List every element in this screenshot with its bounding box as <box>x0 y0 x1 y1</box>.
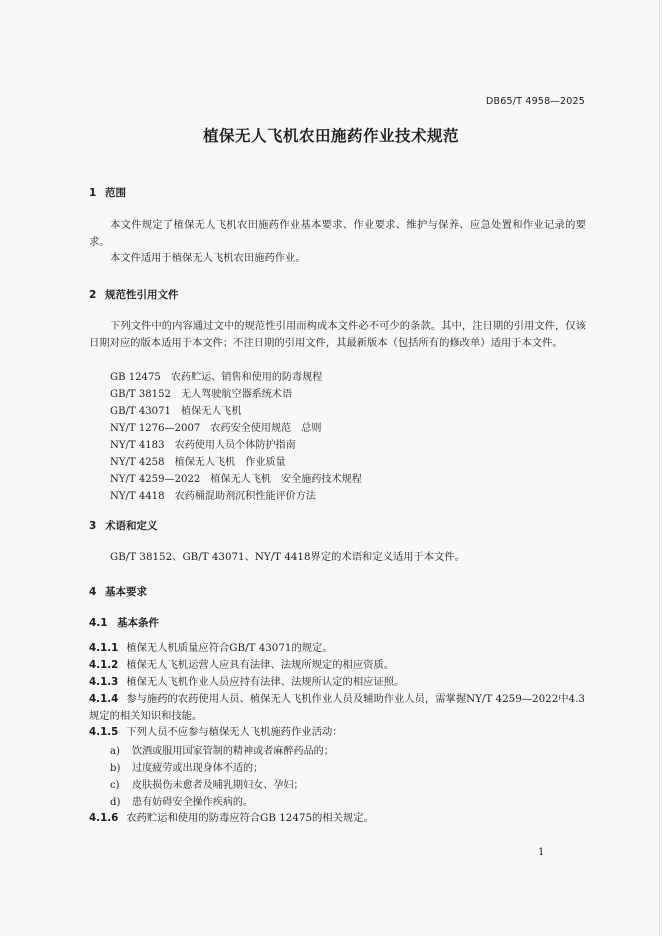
reference-item: NY/T 4183 农药使用人员个体防护指南 <box>110 440 296 451</box>
list-item <box>110 793 253 808</box>
list-marker: d) <box>110 797 121 808</box>
clause-4-1-5 <box>89 724 586 741</box>
clause-text: 农药贮运和使用的防毒应符合GB 12475的相关规定。 <box>126 812 374 824</box>
section-number: 1 <box>89 187 97 199</box>
section-number: 2 <box>89 289 97 301</box>
subsection-title: 基本条件 <box>117 617 159 629</box>
section-3-paragraph-1: GB/T 38152、GB/T 43071、NY/T 4418界定的术语和定义适用于本文件。 <box>110 551 465 563</box>
clause-text: 参与施药的农药使用人员、植保无人飞机作业人员及辅助作业人员，需掌握NY/T 4259—2022中4.3规定的相关知识和技能。 <box>89 693 585 722</box>
section-3-heading <box>89 518 158 533</box>
clause-4-1-3 <box>89 674 586 691</box>
clause-number: 4.1.3 <box>89 676 119 688</box>
reference-item: NY/T 4259—2022 植保无人飞机 安全施药技术规程 <box>110 474 362 485</box>
clause-number: 4.1.4 <box>89 693 119 705</box>
clause-4-1-6 <box>89 810 586 827</box>
reference-item: NY/T 4418 农药桶混助剂沉积性能评价方法 <box>110 491 316 502</box>
list-item <box>110 776 304 791</box>
reference-item: GB/T 43071 植保无人飞机 <box>110 406 242 417</box>
document-title: 植保无人飞机农田施药作业技术规范 <box>202 127 459 145</box>
clause-4-1-2 <box>89 657 586 674</box>
subsection-4-1-heading <box>89 615 159 630</box>
clause-number: 4.1.2 <box>89 659 119 671</box>
section-title: 基本要求 <box>105 586 147 598</box>
clause-number: 4.1.1 <box>89 642 119 654</box>
section-4-heading <box>89 584 147 599</box>
list-marker: c) <box>110 780 120 791</box>
clause-number: 4.1.6 <box>89 812 119 824</box>
section-2-paragraph-1: 下列文件中的内容通过文中的规范性引用而构成本文件必不可少的条款。其中，注日期的引用文件，仅该日期对应的版本适用于本文件；不注日期的引用文件，其最新版本（包括所有的修改单）适用于本文件。 <box>89 320 586 349</box>
list-text: 皮肤损伤未愈者及哺乳期妇女、孕妇； <box>132 780 304 791</box>
clause-text: 植保无人机质量应符合GB/T 43071的规定。 <box>126 642 333 654</box>
list-text: 过度疲劳或出现身体不适的； <box>132 763 264 774</box>
section-number: 3 <box>89 520 97 532</box>
section-1-heading <box>89 185 126 200</box>
standard-code: DB65/T 4958—2025 <box>486 96 585 107</box>
section-1-paragraph-1: 本文件规定了植保无人飞机农田施药作业基本要求、作业要求、维护与保养、应急处置和作业记录的要求。 <box>89 219 586 248</box>
clause-text: 植保无人飞机作业人员应持有法律、法规所认定的相应证照。 <box>126 676 405 688</box>
list-marker: b) <box>110 763 121 774</box>
clause-text: 下列人员不应参与植保无人飞机施药作业活动： <box>126 726 343 738</box>
clause-4-1-1 <box>89 640 586 657</box>
section-1-paragraph-2: 本文件适用于植保无人飞机农田施药作业。 <box>110 252 306 264</box>
reference-item: NY/T 4258 植保无人飞机 作业质量 <box>110 457 286 468</box>
reference-item: NY/T 1276—2007 农药安全使用规范 总则 <box>110 423 322 434</box>
list-item <box>110 759 263 774</box>
section-number: 4 <box>89 586 97 598</box>
list-text: 饮酒或服用国家管制的精神或者麻醉药品的； <box>132 746 334 757</box>
clause-4-1-4 <box>89 691 586 724</box>
clause-text: 植保无人飞机运营人应具有法律、法规所规定的相应资质。 <box>126 659 395 671</box>
section-title: 规范性引用文件 <box>105 289 179 301</box>
list-text: 患有妨碍安全操作疾病的。 <box>132 797 254 808</box>
section-title: 术语和定义 <box>105 520 158 532</box>
list-item <box>110 742 334 757</box>
section-title: 范围 <box>105 187 126 199</box>
subsection-number: 4.1 <box>89 617 108 629</box>
list-marker: a) <box>110 746 120 757</box>
page-number: 1 <box>538 847 545 858</box>
reference-item: GB/T 38152 无人驾驶航空器系统术语 <box>110 389 293 400</box>
reference-item: GB 12475 农药贮运、销售和使用的防毒规程 <box>110 372 323 383</box>
section-2-heading <box>89 287 179 302</box>
clause-number: 4.1.5 <box>89 726 119 738</box>
